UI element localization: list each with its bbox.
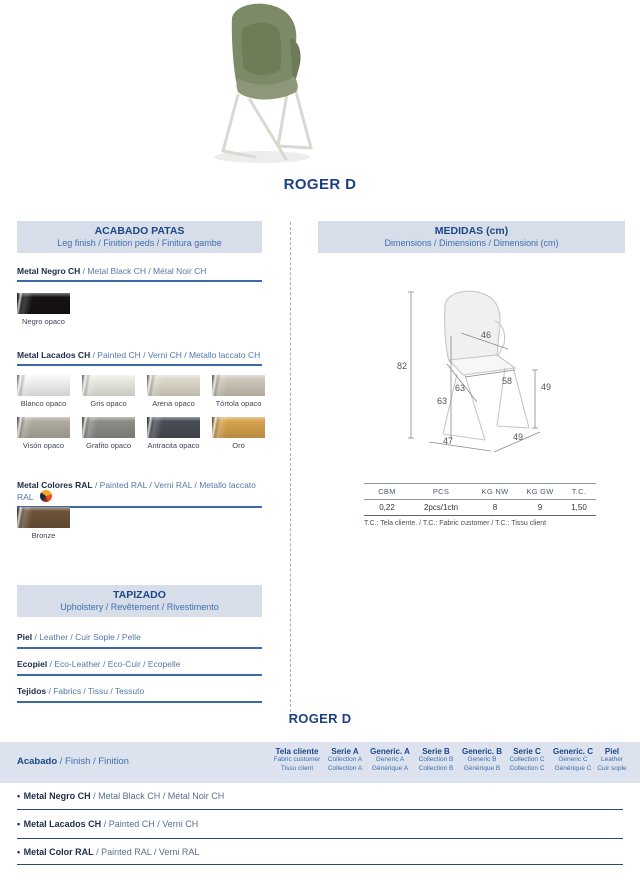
packing-table-header-row bbox=[364, 483, 596, 500]
swatch-label: Arena opaco bbox=[152, 399, 195, 408]
upholstery-header bbox=[17, 585, 262, 617]
dimensions-header bbox=[318, 221, 625, 253]
color-swatch bbox=[17, 417, 70, 450]
swatch-label: Bronze bbox=[31, 531, 56, 540]
table-cell: 0,22 bbox=[379, 503, 395, 512]
group-heading-metal-ral bbox=[17, 480, 262, 508]
finish-column-sub: Collection A bbox=[327, 764, 363, 772]
finish-column-serie-b bbox=[419, 747, 454, 773]
color-swatch bbox=[212, 375, 265, 408]
finish-row-bold: Metal Lacados CH bbox=[23, 819, 102, 829]
chair-photo-illustration bbox=[198, 0, 330, 172]
packing-table-footnote: T.C.: Tela cliente. / T.C.: Fabric customer / T.C.: Tissu client bbox=[364, 520, 547, 527]
finish-row-metal-lacados bbox=[17, 810, 623, 839]
color-swatch bbox=[147, 375, 200, 408]
swatch-chip bbox=[212, 417, 265, 438]
packing-table bbox=[364, 483, 596, 527]
dim-base-width: 47 bbox=[443, 436, 454, 446]
upholstery-item-rest: / Fabrics / Tissu / Tessuto bbox=[46, 686, 145, 696]
finish-row-rest: / Painted RAL / Verni RAL bbox=[93, 846, 200, 857]
table-cell: 1,50 bbox=[571, 503, 587, 512]
upholstery-item-bold: Ecopiel bbox=[17, 659, 48, 669]
upholstery-subtitle: Upholstery / Revêtement / Rivestimento bbox=[60, 602, 219, 612]
swatch-chip bbox=[17, 417, 70, 438]
upholstery-item-bold: Tejidos bbox=[17, 686, 47, 696]
finish-column-generic-b bbox=[462, 747, 502, 773]
swatch-label: Oro bbox=[232, 441, 245, 450]
finish-column-sub: Tissu client bbox=[280, 764, 314, 772]
dimensions-title: MEDIDAS (cm) bbox=[434, 225, 509, 237]
upholstery-item-tejidos bbox=[17, 686, 262, 703]
finish-table-header-band bbox=[0, 742, 640, 783]
color-swatch bbox=[82, 417, 135, 450]
swatch-chip bbox=[17, 375, 70, 396]
finish-row-bold: Metal Color RAL bbox=[23, 846, 94, 857]
column-header: CBM bbox=[378, 487, 396, 496]
swatch-label: Gris opaco bbox=[90, 399, 127, 408]
finish-column-serie-c bbox=[509, 747, 544, 773]
metal-shine-overlay bbox=[147, 375, 200, 396]
finish-column-sub: Collection C bbox=[509, 764, 545, 772]
finish-column-title: Serie A bbox=[331, 747, 359, 756]
metal-shine-overlay bbox=[17, 417, 70, 438]
swatch-label: Visón opaco bbox=[22, 441, 65, 450]
finish-column-sub: Generic A bbox=[375, 756, 405, 763]
metal-shine-overlay bbox=[82, 375, 135, 396]
color-swatch bbox=[82, 375, 135, 408]
finish-column-generic-a bbox=[370, 747, 410, 773]
finish-row-bold: Metal Negro CH bbox=[23, 791, 91, 801]
finish-column-title: Generic. C bbox=[552, 747, 594, 756]
dim-seat-depth: 63 bbox=[455, 383, 466, 393]
dimension-diagram-svg bbox=[393, 276, 571, 460]
upholstery-item-piel bbox=[17, 632, 262, 649]
row-header-rest: / Finish / Finition bbox=[57, 756, 129, 767]
finish-column-title: Serie C bbox=[513, 747, 541, 756]
finish-column-title: Piel bbox=[604, 747, 620, 756]
metal-shine-overlay bbox=[17, 507, 70, 528]
leg-finish-header bbox=[17, 221, 262, 253]
finish-column-sub: Collection B bbox=[418, 756, 454, 763]
metal-shine-overlay bbox=[17, 293, 70, 314]
row-header-bold: Acabado bbox=[17, 756, 58, 767]
column-header: PCS bbox=[432, 487, 450, 496]
finish-column-sub: Générique C bbox=[554, 764, 592, 772]
swatch-label: Antracita opaco bbox=[147, 441, 200, 450]
upholstery-item-bold: Piel bbox=[17, 632, 33, 642]
metal-shine-overlay bbox=[212, 417, 265, 438]
leg-finish-title: ACABADO PATAS bbox=[94, 225, 185, 237]
finish-table-title: ROGER D bbox=[288, 711, 352, 726]
swatch-row bbox=[17, 417, 265, 450]
column-divider bbox=[290, 222, 291, 712]
upholstery-item-rest: / Eco-Leather / Eco-Cuir / Ecopelle bbox=[47, 659, 181, 669]
group-heading-bold: Metal Colores RAL bbox=[17, 480, 93, 490]
finish-column-generic-c bbox=[553, 747, 593, 773]
finish-column-tela-cliente bbox=[274, 747, 321, 773]
finish-row-rest: / Painted CH / Verni CH bbox=[101, 819, 199, 829]
upholstery-title: TAPIZADO bbox=[113, 589, 166, 601]
finish-column-title: Generic. B bbox=[461, 747, 503, 756]
page-title: ROGER D bbox=[283, 176, 357, 193]
finish-column-sub: Generic B bbox=[467, 756, 497, 763]
group-heading-metal-lacados bbox=[17, 350, 262, 366]
finish-column-sub: Générique B bbox=[463, 764, 501, 772]
upholstery-item-ecopiel bbox=[17, 659, 262, 676]
group-heading-rest: / Metal Black CH / Métal Noir CH bbox=[80, 266, 207, 276]
swatch-chip bbox=[147, 375, 200, 396]
swatch-label: Blanco opaco bbox=[20, 399, 67, 408]
column-header: T.C. bbox=[571, 487, 587, 496]
metal-shine-overlay bbox=[17, 375, 70, 396]
swatch-chip bbox=[82, 417, 135, 438]
finish-column-sub: Générique A bbox=[371, 764, 409, 772]
dimension-diagram bbox=[393, 276, 571, 460]
dim-front-width: 58 bbox=[502, 376, 513, 386]
group-heading-rest: / Painted CH / Verni CH / Metallo laccato CH bbox=[90, 350, 261, 360]
finish-column-title: Generic. A bbox=[370, 747, 410, 756]
finish-column-sub: Collection A bbox=[327, 756, 363, 763]
upholstery-item-rest: / Leather / Cuir Sople / Pelle bbox=[32, 632, 141, 642]
finish-column-title: Serie B bbox=[422, 747, 450, 756]
dim-total-height: 82 bbox=[397, 361, 408, 371]
finish-column-sub: Fabric customer bbox=[273, 756, 321, 763]
swatch-label: Negro opaco bbox=[22, 317, 65, 326]
color-swatch bbox=[147, 417, 200, 450]
dim-side-height: 49 bbox=[541, 382, 552, 392]
finish-table-row-header bbox=[17, 756, 129, 767]
metal-shine-overlay bbox=[82, 417, 135, 438]
group-heading-rest: / Painted RAL / Verni RAL / Metallo laccato RAL bbox=[17, 480, 256, 502]
swatch-chip bbox=[82, 375, 135, 396]
dim-seat-width: 46 bbox=[481, 330, 492, 340]
table-cell: 2pcs/1ctn bbox=[423, 503, 459, 512]
color-swatch bbox=[212, 417, 265, 450]
finish-column-sub: Collection C bbox=[509, 756, 545, 763]
swatch-row bbox=[17, 375, 265, 408]
product-photo bbox=[198, 0, 330, 172]
dimensions-subtitle: Dimensions / Dimensions / Dimensioni (cm) bbox=[384, 238, 559, 248]
finish-column-sub: Cuir sople bbox=[597, 764, 627, 772]
finish-column-piel bbox=[597, 747, 626, 773]
column-header: KG GW bbox=[526, 487, 554, 496]
group-heading-bold: Metal Lacados CH bbox=[17, 350, 91, 360]
color-swatch bbox=[17, 293, 70, 326]
finish-row-rest: / Metal Black CH / Métal Noir CH bbox=[90, 791, 225, 801]
finish-column-serie-a bbox=[328, 747, 362, 773]
metal-shine-overlay bbox=[212, 375, 265, 396]
finish-column-sub: Generic C bbox=[558, 756, 588, 763]
swatch-label: Grafito opaco bbox=[85, 441, 132, 450]
table-cell: 8 bbox=[492, 503, 498, 512]
finish-row-metal-negro bbox=[17, 783, 623, 810]
swatch-chip bbox=[17, 507, 70, 528]
swatch-chip bbox=[147, 417, 200, 438]
swatch-chip bbox=[17, 293, 70, 314]
column-header: KG NW bbox=[481, 487, 509, 496]
packing-table-value-row bbox=[364, 500, 596, 516]
table-cell: 9 bbox=[537, 503, 543, 512]
color-swatch bbox=[17, 375, 70, 408]
finish-column-sub: Leather bbox=[600, 756, 624, 763]
swatch-chip bbox=[212, 375, 265, 396]
swatch-label: Tórtola opaco bbox=[215, 399, 262, 408]
finish-row-metal-ral bbox=[17, 839, 623, 865]
dim-seat-height: 63 bbox=[437, 396, 448, 406]
dim-base-depth: 49 bbox=[513, 432, 524, 442]
finish-column-title: Tela cliente bbox=[275, 747, 319, 756]
group-heading-bold: Metal Negro CH bbox=[17, 266, 81, 276]
metal-shine-overlay bbox=[147, 417, 200, 438]
group-heading-metal-negro bbox=[17, 266, 262, 282]
leg-finish-subtitle: Leg finish / Finition peds / Finitura gambe bbox=[57, 238, 222, 248]
color-swatch bbox=[17, 507, 70, 540]
ral-color-fan-icon bbox=[40, 490, 52, 502]
finish-column-sub: Collection B bbox=[418, 764, 454, 772]
